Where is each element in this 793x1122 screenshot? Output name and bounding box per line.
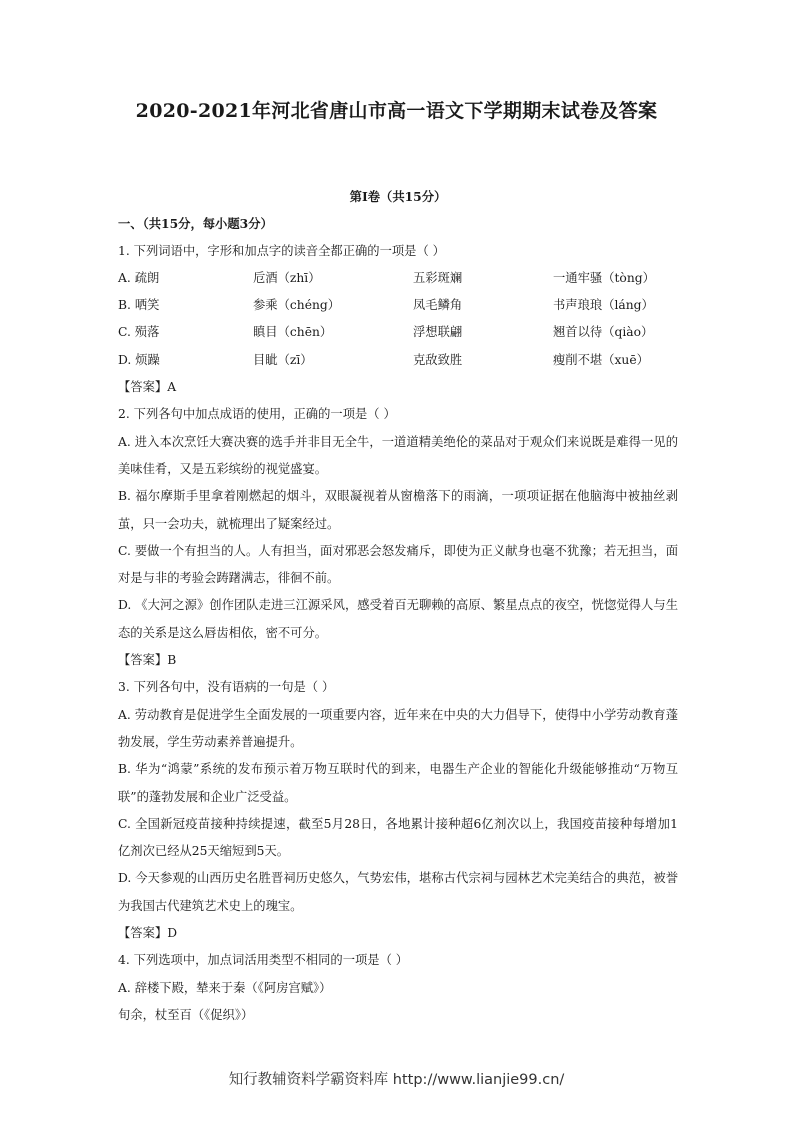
question-2-option-a: A. 进入本次烹饪大赛决赛的选手并非目无全牛，一道道精美绝伦的菜品对于观众们来说既是难得一见的美味佳肴，又是五彩缤纷的视觉盛宴。 — [118, 434, 678, 476]
question-4-stem: 4. 下列选项中，加点词活用类型不相同的一项是（ ） — [118, 953, 409, 968]
section-title: 第Ⅰ卷（共15分） — [349, 189, 447, 204]
question-3-option-d: D. 今天参观的山西历史名胜晋祠历史悠久，气势宏伟，堪称古代宗祠与园林艺术完美结合的典范，被誉为我国古代建筑艺术史上的瑰宝。 — [118, 871, 678, 913]
question-2-option-b: B. 福尔摩斯手里拿着刚燃起的烟斗，双眼凝视着从窗檐落下的雨滴，一项项证据在他脑海中被抽丝剥茧，只一会功夫，就梳理出了疑案经过。 — [118, 489, 678, 531]
question-1-answer: 【答案】A — [118, 380, 177, 395]
question-3-answer: 【答案】D — [118, 926, 178, 941]
question-1-option-b: B. 哂笑 参乘（chéng） 凤毛鳞角 书声琅琅（láng） — [118, 298, 654, 313]
question-3-option-b: B. 华为“鸿蒙”系统的发布预示着万物互联时代的到来，电器生产企业的智能化升级能够推动“万物互联”的蓬勃发展和企业广泛受益。 — [118, 762, 678, 804]
question-4-option-a-line2: 旬余，杖至百（《促织》） — [118, 1007, 254, 1022]
question-2-option-d: D. 《大河之源》创作团队走进三江源采风，感受着百无聊赖的高原、繁星点点的夜空，恍惚觉得人与生态的关系是这么唇齿相依，密不可分。 — [118, 598, 678, 640]
question-1-option-d: D. 烦躁 目眦（zī） 克敌致胜 瘦削不堪（xuē） — [118, 352, 649, 367]
question-1-option-c: C. 殒落 瞋目（chēn） 浮想联翩 翘首以待（qiào） — [118, 325, 654, 340]
question-3-option-a: A. 劳动教育是促进学生全面发展的一项重要内容，近年来在中央的大力倡导下，使得中小学劳动教育蓬勃发展，学生劳动素养普遍提升。 — [118, 707, 678, 749]
document-title: 2020-2021年河北省唐山市高一语文下学期期末试卷及答案 — [135, 100, 658, 122]
part-title: 一、（共15分，每小题3分） — [118, 216, 273, 232]
question-3-stem: 3. 下列各句中，没有语病的一句是（ ） — [118, 680, 335, 695]
question-2-option-c: C. 要做一个有担当的人。人有担当，面对邪恶会怒发痛斥，即使为正义献身也毫不犹豫；若无担当，面对是与非的考验会踌躇满志，徘徊不前。 — [118, 543, 678, 586]
question-1-stem: 1. 下列词语中，字形和加点字的读音全都正确的一项是（ ） — [118, 243, 445, 258]
document-body — [118, 183, 678, 1029]
footer-watermark: 知行教辅资料学霸资料库 http://www.lianjie99.cn/ — [228, 1072, 565, 1088]
question-1-option-a: A. 疏朗 卮酒（zhī） 五彩斑斓 一通牢骚（tòng） — [118, 270, 655, 285]
question-2-answer: 【答案】B — [118, 653, 177, 668]
question-4-option-a-line1: A. 辞楼下殿，辇来于秦（《阿房宫赋》） — [118, 980, 332, 995]
question-2-stem: 2. 下列各句中加点成语的使用，正确的一项是（ ） — [118, 407, 396, 422]
question-3-option-c: C. 全国新冠疫苗接种持续提速，截至5月28日，各地累计接种超6亿剂次以上，我国疫苗接种每增加1亿剂次已经从25天缩短到5天。 — [118, 816, 678, 859]
